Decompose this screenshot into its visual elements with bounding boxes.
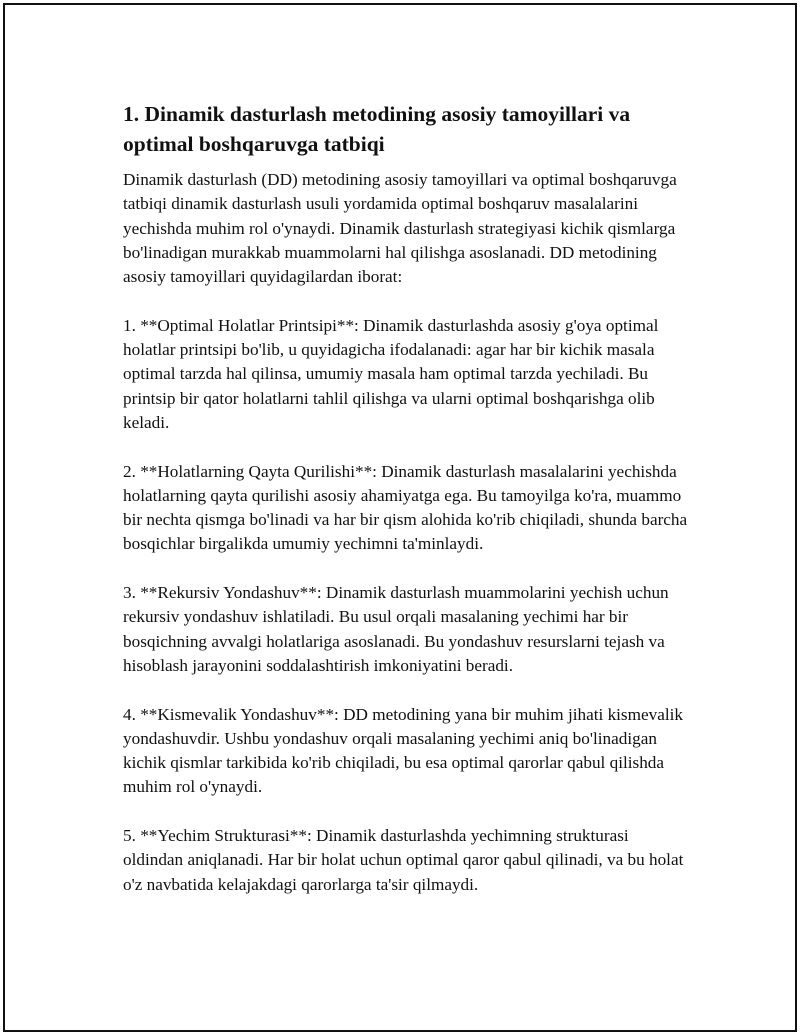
intro-paragraph: Dinamik dasturlash (DD) metodining asosiy tamoyillari va optimal boshqaruvga tatbiqi dinamik dasturlash usuli yordamida optimal boshqaruv masalalarini yechishda muhim rol o'ynaydi. Dinamik dasturlash strategiyasi kichik qismlarga bo'linadigan murakkab muammolarni hal qilishga asoslanadi. DD metodining asosiy tamoyillari quyidagilardan iborat: xyxy=(123,170,682,287)
principle-3-paragraph: 3. **Rekursiv Yondashuv**: Dinamik dasturlash muammolarini yechish uchun rekursiv yondashuv ishlatiladi. Bu usul orqali masalaning yechimi har bir bosqichning avvalgi holatlariga asoslanadi. Bu yondashuv resurslarni tejash va hisoblash jarayonini soddalashtirish imkoniyatini beradi. xyxy=(123,583,673,675)
document-title: 1. Dinamik dasturlash metodining asosiy tamoyillari va optimal boshqaruvga tatbiqi xyxy=(123,102,631,156)
principle-2-paragraph: 2. **Holatlarning Qayta Qurilishi**: Dinamik dasturlash masalalarini yechishda holatlarning qayta qurilishi asosiy ahamiyatga ega. Bu tamoyilga ko'ra, muammo bir nechta qismga bo'linadi va har bir qism alohida ko'rib chiqiladi, shunda barcha bosqichlar birgalikda umumiy yechimni ta'minlaydi. xyxy=(123,461,692,554)
principle-4-paragraph: 4. **Kismevalik Yondashuv**: DD metodining yana bir muhim jihati kismevalik yondashuvdir. Ushbu yondashuv orqali masalaning yechimi aniq bo'linadigan kichik qismlar tarkibida ko'rib chiqiladi, bu esa optimal qarorlar qabul qilishda muhim rol o'ynaydi. xyxy=(123,704,688,797)
principle-5-paragraph: 5. **Yechim Strukturasi**: Dinamik dasturlashda yechimning strukturasi oldindan aniqlanadi. Har bir holat uchun optimal qaror qabul qilinadi, va bu holat o'z navbatida kelajakdagi qarorlarga ta'sir qilmaydi. xyxy=(123,826,688,894)
principle-1-paragraph: 1. **Optimal Holatlar Printsipi**: Dinamik dasturlashda asosiy g'oya optimal holatlar printsipi bo'lib, u quyidagicha ifodalanadi: agar har bir kichik masala optimal tarzda hal qilinsa, umumiy masala ham optimal tarzda yechiladi. Bu printsip bir qator holatlarni tahlil qilishga va ularni optimal boshqarishga olib keladi. xyxy=(123,315,663,432)
page-frame xyxy=(3,3,797,1032)
document-body xyxy=(123,99,693,921)
